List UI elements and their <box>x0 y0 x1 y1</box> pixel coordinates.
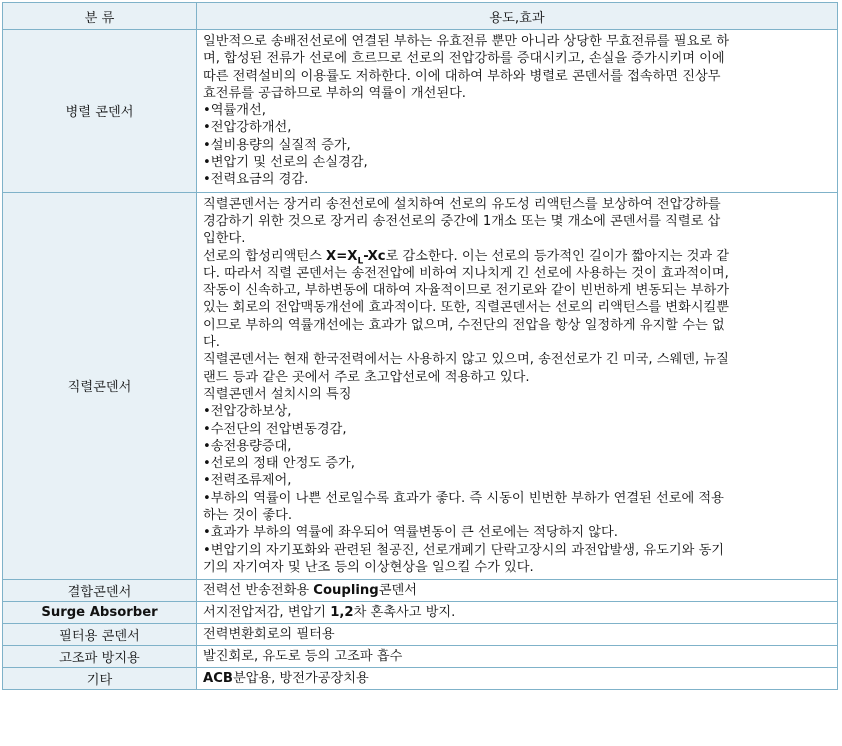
desc-text: 발진회로, 유도로 등의 고조파 흡수 <box>203 649 403 665</box>
desc-line: 작동이 신속하고, 부하변동에 대하여 자율적이므로 전기로와 같이 빈번하게 변동되는 부하가 <box>203 283 730 299</box>
desc-line: •송전용량증대, <box>203 438 292 454</box>
desc-bold: 1,2 <box>330 605 354 621</box>
category-surge-absorber: Surge Absorber <box>3 602 197 624</box>
desc-line: •변압기 및 선로의 손실경감, <box>203 155 368 171</box>
formula-pre: 선로의 합성리액턴스 <box>203 248 327 264</box>
desc-line: 따른 전력설비의 이용률도 저하한다. 이에 대하여 부하와 병렬로 콘덴서를 접속하면 진상무 <box>203 68 721 84</box>
desc-line: •설비용량의 실질적 증가, <box>203 137 351 153</box>
desc-line: 일반적으로 송배전선로에 연결된 부하는 유효전류 뿐만 아니라 상당한 무효전류를 필요로 하 <box>203 34 730 49</box>
category-coupling-capacitor: 결합콘덴서 <box>3 580 197 602</box>
desc-line: •전압강하개선, <box>203 120 292 136</box>
category-harmonic-prevention: 고조파 방지용 <box>3 646 197 668</box>
description-parallel-capacitor <box>197 30 838 193</box>
desc-line: 며, 합성된 전류가 선로에 흐르므로 선로의 전압강하를 증대시키고, 손실을 증가시키며 이에 <box>203 51 725 67</box>
desc-line: •선로의 정태 안정도 증가, <box>203 456 355 472</box>
table-row <box>3 646 838 668</box>
category-parallel-capacitor: 병렬 콘덴서 <box>3 30 197 193</box>
category-other: 기타 <box>3 668 197 690</box>
desc-line <box>203 213 831 230</box>
formula-line <box>203 248 831 265</box>
desc-line: •부하의 역률이 나쁜 선로일수록 효과가 좋다. 즉 시동이 빈번한 부하가 연결된 선로에 적용 <box>203 490 724 506</box>
description-coupling-capacitor <box>197 580 838 602</box>
table-row <box>3 668 838 690</box>
desc-line: 직렬콘덴서 설치시의 특징 <box>203 386 352 402</box>
desc-line: 효전류를 공급하므로 부하의 역률이 개선된다. <box>203 85 467 101</box>
description-surge-absorber <box>197 602 838 624</box>
desc-line: 다. <box>203 335 220 351</box>
table-row <box>3 602 838 624</box>
table-row <box>3 30 838 193</box>
desc-line: •전력조류제어, <box>203 473 292 489</box>
desc-line: 기의 자기여자 및 난조 등의 이상현상을 일으킬 수가 있다. <box>203 559 534 575</box>
description-filter-capacitor <box>197 624 838 646</box>
category-series-capacitor: 직렬콘덴서 <box>3 192 197 580</box>
description-other <box>197 668 838 690</box>
category-filter-capacitor: 필터용 콘덴서 <box>3 624 197 646</box>
table-row <box>3 624 838 646</box>
formula-tail: -Xc <box>363 248 386 264</box>
desc-text: 경감하기 위한 것으로 장거리 송전선로의 중간에 1개소 또는 몇 개소에 콘덴서를 직렬로 삽 <box>203 213 721 229</box>
description-harmonic-prevention <box>197 646 838 668</box>
header-usage: 용도,효과 <box>197 3 838 30</box>
desc-bold: Coupling <box>313 583 379 599</box>
desc-line: 있는 회로의 전압맥동개선에 효과적이다. 또한, 직렬콘덴서는 선로의 리액턴스를 변화시킬뿐 <box>203 300 730 316</box>
desc-line: •전압강하보상, <box>203 404 292 420</box>
desc-text: 콘덴서 <box>378 583 417 599</box>
desc-line: 직렬콘덴서는 장거리 송전선로에 설치하여 선로의 유도성 리액턴스를 보상하여 전압강하를 <box>203 196 721 212</box>
desc-text: 전력변환회로의 필터용 <box>203 627 335 643</box>
header-row <box>3 3 838 30</box>
desc-line: •변압기의 자기포화와 관련된 철공진, 선로개폐기 단락고장시의 과전압발생, 유도기와 동기 <box>203 542 725 558</box>
formula-sub: L <box>357 256 364 267</box>
formula-x: X=X <box>326 248 358 264</box>
formula-post: 로 감소한다. 이는 선로의 등가적인 길이가 짧아지는 것과 같 <box>385 248 730 264</box>
desc-line: •수전단의 전압변동경감, <box>203 421 347 437</box>
header-category: 분 류 <box>3 3 197 30</box>
description-series-capacitor <box>197 192 838 580</box>
table-row <box>3 192 838 580</box>
desc-line: •역률개선, <box>203 103 266 119</box>
desc-text: 분압용, 방전가공장치용 <box>232 671 369 687</box>
desc-bold: ACB <box>203 671 233 687</box>
desc-text: 차 혼촉사고 방지. <box>353 605 456 621</box>
desc-line: •효과가 부하의 역률에 좌우되어 역률변동이 큰 선로에는 적당하지 않다. <box>203 525 618 541</box>
desc-line: 하는 것이 좋다. <box>203 508 293 524</box>
desc-line: 이므로 부하의 역률개선에는 효과가 없으며, 수전단의 전압을 항상 일정하게 유지할 수는 없 <box>203 317 725 333</box>
desc-text: 서지전압저감, 변압기 <box>203 605 331 621</box>
desc-line: 다. 따라서 직렬 콘덴서는 송전전압에 비하여 지나치게 긴 선로에 사용하는 것이 효과적이며, <box>203 265 729 281</box>
desc-text: 전력선 반송전화용 <box>203 583 314 599</box>
capacitor-table <box>2 2 838 690</box>
table-row <box>3 580 838 602</box>
desc-line: •전력요금의 경감. <box>203 172 309 188</box>
desc-line: 랜드 등과 같은 곳에서 주로 초고압선로에 적용하고 있다. <box>203 369 530 385</box>
desc-line: 직렬콘덴서는 현재 한국전력에서는 사용하지 않고 있으며, 송전선로가 긴 미국, 스웨덴, 뉴질 <box>203 352 729 368</box>
desc-line: 입한다. <box>203 231 246 247</box>
